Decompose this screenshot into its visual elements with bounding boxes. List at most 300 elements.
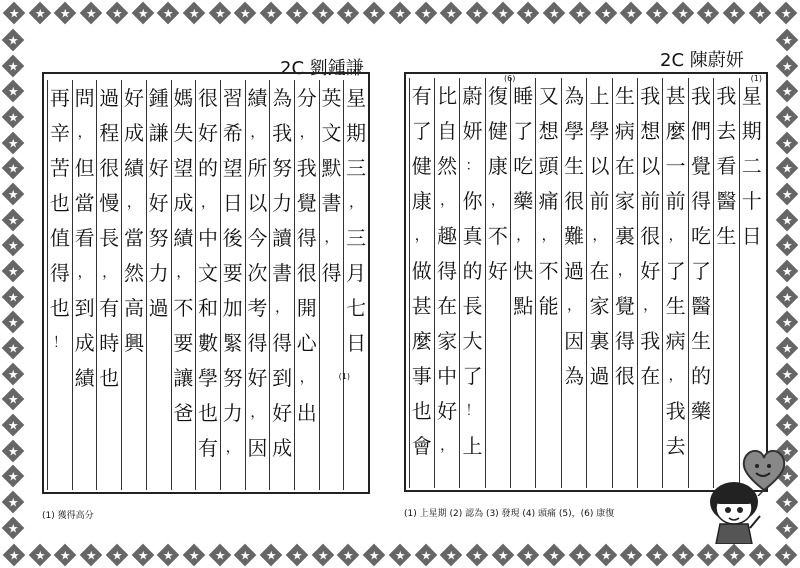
star-border-icon: ★ bbox=[671, 1, 695, 25]
essay-char: 中 bbox=[437, 363, 458, 388]
right-author-label: 2C 陳蔚妍 bbox=[660, 50, 744, 71]
star-border-icon: ★ bbox=[542, 543, 566, 567]
essay-char: 病 bbox=[614, 118, 635, 143]
essay-column bbox=[294, 80, 319, 490]
star-border-icon: ★ bbox=[775, 285, 799, 309]
essay-char: 因 bbox=[247, 435, 268, 460]
essay-char: 蔚 bbox=[462, 83, 483, 108]
essay-char: 生 bbox=[665, 293, 686, 318]
essay-char: 值 bbox=[49, 225, 70, 250]
star-border-icon: ★ bbox=[53, 543, 77, 567]
essay-char: 二 bbox=[741, 153, 762, 178]
essay-char: ， bbox=[299, 124, 314, 141]
essay-char: 在 bbox=[614, 153, 635, 178]
essay-char: 很 bbox=[99, 155, 120, 180]
essay-char: 裏 bbox=[589, 328, 610, 353]
right-essay-grid bbox=[408, 78, 764, 488]
essay-char: 好 bbox=[272, 400, 293, 425]
star-border-icon: ★ bbox=[1, 182, 25, 206]
essay-char: 績 bbox=[74, 365, 95, 390]
essay-char: ， bbox=[299, 369, 314, 386]
essay-char: 謙 bbox=[148, 120, 169, 145]
essay-char: 過 bbox=[99, 85, 120, 110]
essay-char: 吃 bbox=[513, 153, 534, 178]
essay-char: 也 bbox=[198, 400, 219, 425]
essay-char: 甚 bbox=[665, 83, 686, 108]
star-border-icon: ★ bbox=[2, 1, 26, 25]
essay-char: 想 bbox=[538, 118, 559, 143]
star-border-icon: ★ bbox=[775, 105, 799, 129]
essay-char: 日 bbox=[222, 190, 243, 215]
essay-char: 健 bbox=[487, 118, 508, 143]
essay-char: 做 bbox=[411, 258, 432, 283]
essay-char: 程 bbox=[99, 120, 120, 145]
essay-char: 康 bbox=[487, 153, 508, 178]
star-border-icon: ★ bbox=[362, 1, 386, 25]
essay-column bbox=[245, 80, 270, 490]
essay-char: 在 bbox=[437, 293, 458, 318]
star-border-left bbox=[0, 26, 26, 542]
essay-char: 麼 bbox=[411, 328, 432, 353]
star-border-icon: ★ bbox=[1, 79, 25, 103]
star-border-icon: ★ bbox=[362, 543, 386, 567]
star-border-icon: ★ bbox=[774, 543, 798, 567]
essay-char: ， bbox=[668, 227, 683, 244]
essay-char: 星 bbox=[346, 85, 367, 110]
star-border-icon: ★ bbox=[414, 1, 438, 25]
star-border-icon: ★ bbox=[79, 543, 103, 567]
essay-char: 到 bbox=[272, 365, 293, 390]
essay-char: 十 bbox=[741, 188, 762, 213]
essay-char: 為 bbox=[272, 85, 293, 110]
essay-char: 辛 bbox=[49, 120, 70, 145]
essay-char: 因 bbox=[564, 328, 585, 353]
essay-char: ， bbox=[440, 437, 455, 454]
essay-char: 得 bbox=[321, 260, 342, 285]
essay-char: 到 bbox=[74, 295, 95, 320]
essay-char: 得 bbox=[296, 225, 317, 250]
star-border-icon: ★ bbox=[775, 464, 799, 488]
essay-char: 一 bbox=[665, 153, 686, 178]
star-border-icon: ★ bbox=[1, 105, 25, 129]
star-border-icon: ★ bbox=[568, 543, 592, 567]
essay-char: ， bbox=[541, 227, 556, 244]
essay-char: 以 bbox=[640, 153, 661, 178]
essay-char: 的 bbox=[691, 363, 712, 388]
essay-char: 讓 bbox=[173, 365, 194, 390]
essay-column bbox=[319, 80, 344, 490]
essay-char: 加 bbox=[222, 295, 243, 320]
essay-char: 你 bbox=[462, 188, 483, 213]
right-essay-panel bbox=[404, 72, 768, 492]
essay-char: 績 bbox=[123, 155, 144, 180]
essay-char: 然 bbox=[437, 153, 458, 178]
essay-char: 以 bbox=[589, 153, 610, 178]
essay-char: 我 bbox=[296, 155, 317, 180]
essay-char: 苦 bbox=[49, 155, 70, 180]
essay-char: ， bbox=[414, 227, 429, 244]
star-border-icon: ★ bbox=[748, 1, 772, 25]
essay-char: 醫 bbox=[716, 188, 737, 213]
star-border-icon: ★ bbox=[1, 439, 25, 463]
essay-char: 前 bbox=[640, 188, 661, 213]
right-note-marker-1: (1) bbox=[750, 74, 762, 83]
left-essay-panel bbox=[42, 72, 370, 494]
star-border-icon: ★ bbox=[722, 543, 746, 567]
essay-char: 在 bbox=[640, 363, 661, 388]
essay-char: 有 bbox=[198, 435, 219, 460]
essay-char: 們 bbox=[691, 118, 712, 143]
essay-char: 望 bbox=[173, 155, 194, 180]
star-border-icon: ★ bbox=[775, 439, 799, 463]
essay-char: 好 bbox=[148, 155, 169, 180]
star-border-icon: ★ bbox=[131, 1, 155, 25]
essay-char: 看 bbox=[74, 225, 95, 250]
essay-char: 文 bbox=[198, 260, 219, 285]
star-border-icon: ★ bbox=[53, 1, 77, 25]
essay-char: 的 bbox=[462, 258, 483, 283]
star-border-icon: ★ bbox=[542, 1, 566, 25]
essay-column bbox=[535, 78, 560, 488]
star-border-icon: ★ bbox=[1, 259, 25, 283]
star-border-icon: ★ bbox=[645, 1, 669, 25]
star-border-icon: ★ bbox=[619, 1, 643, 25]
essay-char: 了 bbox=[691, 258, 712, 283]
star-border-icon: ★ bbox=[1, 310, 25, 334]
essay-column bbox=[485, 78, 510, 488]
essay-char: 上 bbox=[462, 433, 483, 458]
star-border-icon: ★ bbox=[388, 1, 412, 25]
essay-char: 好 bbox=[123, 85, 144, 110]
essay-char: 不 bbox=[487, 223, 508, 248]
essay-char: 以 bbox=[247, 190, 268, 215]
essay-char: 頭 bbox=[538, 153, 559, 178]
essay-char: 能 bbox=[538, 293, 559, 318]
essay-char: 又 bbox=[538, 83, 559, 108]
essay-char: 望 bbox=[222, 155, 243, 180]
essay-char: ， bbox=[176, 264, 191, 281]
essay-char: 文 bbox=[321, 120, 342, 145]
essay-char: 很 bbox=[198, 85, 219, 110]
star-border-icon: ★ bbox=[2, 543, 26, 567]
essay-char: 藥 bbox=[691, 398, 712, 423]
essay-char: 力 bbox=[272, 190, 293, 215]
left-footnote: (1) 獲得高分 bbox=[42, 511, 94, 521]
essay-char: 力 bbox=[222, 400, 243, 425]
star-border-icon: ★ bbox=[775, 490, 799, 514]
essay-char: 了 bbox=[513, 118, 534, 143]
essay-char: 月 bbox=[346, 260, 367, 285]
essay-char: 次 bbox=[247, 260, 268, 285]
star-border-icon: ★ bbox=[775, 516, 799, 540]
essay-char: 很 bbox=[296, 260, 317, 285]
essay-char: 問 bbox=[74, 85, 95, 110]
essay-char: 英 bbox=[321, 85, 342, 110]
essay-char: 心 bbox=[296, 330, 317, 355]
essay-char: ， bbox=[324, 229, 339, 246]
essay-char: 當 bbox=[123, 225, 144, 250]
essay-char: 習 bbox=[222, 85, 243, 110]
essay-char: 績 bbox=[173, 225, 194, 250]
essay-char: 家 bbox=[589, 293, 610, 318]
essay-char: 病 bbox=[665, 328, 686, 353]
essay-char: 中 bbox=[198, 225, 219, 250]
essay-char: 三 bbox=[346, 225, 367, 250]
essay-char: 前 bbox=[665, 188, 686, 213]
essay-char: 生 bbox=[716, 223, 737, 248]
essay-column bbox=[343, 80, 368, 490]
left-essay-grid bbox=[46, 80, 368, 490]
essay-char: 不 bbox=[538, 258, 559, 283]
essay-char: 很 bbox=[640, 223, 661, 248]
essay-char: 麼 bbox=[665, 118, 686, 143]
star-border-icon: ★ bbox=[1, 490, 25, 514]
essay-char: ！ bbox=[52, 334, 67, 351]
left-author-label: 2C 劉鍾謙 bbox=[280, 58, 364, 79]
essay-char: ， bbox=[77, 264, 92, 281]
essay-column bbox=[637, 78, 662, 488]
essay-char: 書 bbox=[321, 190, 342, 215]
essay-column bbox=[662, 78, 687, 488]
essay-char: 成 bbox=[74, 330, 95, 355]
essay-char: 家 bbox=[614, 188, 635, 213]
star-border-icon: ★ bbox=[775, 259, 799, 283]
essay-char: ， bbox=[126, 194, 141, 211]
essay-char: 康 bbox=[411, 188, 432, 213]
essay-char: 上 bbox=[589, 83, 610, 108]
essay-column bbox=[688, 78, 713, 488]
star-border-icon: ★ bbox=[1, 54, 25, 78]
essay-char: 睡 bbox=[513, 83, 534, 108]
essay-char: 生 bbox=[691, 328, 712, 353]
essay-char: 得 bbox=[49, 260, 70, 285]
star-border-icon: ★ bbox=[208, 1, 232, 25]
essay-char: 當 bbox=[74, 190, 95, 215]
star-border-icon: ★ bbox=[439, 543, 463, 567]
star-border-icon: ★ bbox=[465, 543, 489, 567]
essay-char: 家 bbox=[437, 328, 458, 353]
star-border-icon: ★ bbox=[1, 516, 25, 540]
essay-char: 生 bbox=[614, 83, 635, 108]
essay-char: 考 bbox=[247, 295, 268, 320]
essay-char: ， bbox=[516, 227, 531, 244]
essay-column bbox=[586, 78, 611, 488]
essay-char: 好 bbox=[640, 258, 661, 283]
essay-char: 去 bbox=[716, 118, 737, 143]
star-border-icon: ★ bbox=[568, 1, 592, 25]
essay-char: 鍾 bbox=[148, 85, 169, 110]
essay-char: 星 bbox=[741, 83, 762, 108]
essay-char: 趣 bbox=[437, 223, 458, 248]
star-border-icon: ★ bbox=[775, 362, 799, 386]
star-border-icon: ★ bbox=[1, 208, 25, 232]
essay-char: 會 bbox=[411, 433, 432, 458]
essay-char: 和 bbox=[198, 295, 219, 320]
essay-char: 我 bbox=[665, 398, 686, 423]
star-border-icon: ★ bbox=[105, 543, 129, 567]
star-border-icon: ★ bbox=[619, 543, 643, 567]
essay-char: 然 bbox=[123, 260, 144, 285]
star-border-icon: ★ bbox=[748, 543, 772, 567]
essay-char: ， bbox=[643, 297, 658, 314]
essay-char: 很 bbox=[564, 188, 585, 213]
star-border-bottom bbox=[0, 542, 800, 568]
essay-char: 前 bbox=[589, 188, 610, 213]
essay-char: ， bbox=[275, 299, 290, 316]
essay-char: 甚 bbox=[411, 293, 432, 318]
essay-char: 數 bbox=[198, 330, 219, 355]
star-border-icon: ★ bbox=[775, 28, 799, 52]
star-border-icon: ★ bbox=[1, 156, 25, 180]
essay-char: 三 bbox=[346, 155, 367, 180]
left-note-marker: (1) bbox=[338, 372, 350, 381]
star-border-icon: ★ bbox=[336, 543, 360, 567]
essay-char: 得 bbox=[272, 330, 293, 355]
essay-char: 妍 bbox=[462, 118, 483, 143]
essay-column bbox=[434, 78, 459, 488]
essay-char: 力 bbox=[148, 260, 169, 285]
star-border-icon: ★ bbox=[696, 1, 720, 25]
essay-char: 覺 bbox=[296, 190, 317, 215]
essay-char: 得 bbox=[437, 258, 458, 283]
essay-char: 藥 bbox=[513, 188, 534, 213]
essay-char: 期 bbox=[346, 120, 367, 145]
star-border-icon: ★ bbox=[1, 285, 25, 309]
essay-char: 學 bbox=[564, 118, 585, 143]
essay-char: 在 bbox=[589, 258, 610, 283]
girl-illustration-icon bbox=[700, 478, 770, 544]
essay-char: 去 bbox=[665, 433, 686, 458]
essay-column bbox=[47, 80, 72, 490]
essay-column bbox=[510, 78, 535, 488]
essay-char: 今 bbox=[247, 225, 268, 250]
essay-char: 點 bbox=[513, 293, 534, 318]
essay-char: 努 bbox=[272, 155, 293, 180]
essay-column bbox=[713, 78, 738, 488]
right-note-marker-6: (6) bbox=[504, 74, 516, 83]
essay-char: 大 bbox=[462, 328, 483, 353]
essay-char: 我 bbox=[640, 83, 661, 108]
star-border-icon: ★ bbox=[465, 1, 489, 25]
essay-char: 也 bbox=[99, 365, 120, 390]
essay-column bbox=[72, 80, 97, 490]
star-border-icon: ★ bbox=[105, 1, 129, 25]
essay-char: 醫 bbox=[691, 293, 712, 318]
star-border-icon: ★ bbox=[775, 387, 799, 411]
star-border-icon: ★ bbox=[1, 131, 25, 155]
essay-char: 期 bbox=[741, 118, 762, 143]
essay-char: 也 bbox=[411, 398, 432, 423]
essay-char: 健 bbox=[411, 153, 432, 178]
essay-column bbox=[459, 78, 484, 488]
essay-char: ， bbox=[250, 124, 265, 141]
star-border-icon: ★ bbox=[311, 543, 335, 567]
star-border-icon: ★ bbox=[131, 543, 155, 567]
essay-char: 讀 bbox=[272, 225, 293, 250]
essay-char: 爸 bbox=[173, 400, 194, 425]
essay-char: 想 bbox=[640, 118, 661, 143]
essay-char: 媽 bbox=[173, 85, 194, 110]
essay-column bbox=[409, 78, 434, 488]
star-border-icon: ★ bbox=[28, 543, 52, 567]
essay-char: 也 bbox=[49, 190, 70, 215]
essay-char: 比 bbox=[437, 83, 458, 108]
essay-char: 好 bbox=[487, 258, 508, 283]
star-border-icon: ★ bbox=[696, 543, 720, 567]
essay-char: 好 bbox=[437, 398, 458, 423]
essay-char: 書 bbox=[272, 260, 293, 285]
essay-column bbox=[220, 80, 245, 490]
essay-char: 好 bbox=[247, 365, 268, 390]
essay-char: 興 bbox=[123, 330, 144, 355]
essay-char: 過 bbox=[148, 295, 169, 320]
essay-char: 過 bbox=[589, 363, 610, 388]
essay-char: ， bbox=[490, 192, 505, 209]
essay-char: 我 bbox=[272, 120, 293, 145]
essay-char: 我 bbox=[691, 83, 712, 108]
essay-char: 難 bbox=[564, 223, 585, 248]
essay-char: 自 bbox=[437, 118, 458, 143]
star-border-icon: ★ bbox=[774, 1, 798, 25]
star-border-icon: ★ bbox=[1, 28, 25, 52]
essay-char: 生 bbox=[564, 153, 585, 178]
essay-char: 失 bbox=[173, 120, 194, 145]
star-border-icon: ★ bbox=[311, 1, 335, 25]
essay-char: 好 bbox=[148, 190, 169, 215]
essay-char: 也 bbox=[49, 295, 70, 320]
essay-char: 再 bbox=[49, 85, 70, 110]
essay-char: ， bbox=[77, 124, 92, 141]
essay-char: 得 bbox=[614, 328, 635, 353]
essay-column bbox=[561, 78, 586, 488]
star-border-icon: ★ bbox=[775, 131, 799, 155]
essay-char: 後 bbox=[222, 225, 243, 250]
essay-char: ， bbox=[668, 367, 683, 384]
essay-char: 開 bbox=[296, 295, 317, 320]
essay-char: ， bbox=[201, 194, 216, 211]
star-border-icon: ★ bbox=[671, 543, 695, 567]
star-border-icon: ★ bbox=[259, 1, 283, 25]
essay-char: 的 bbox=[198, 155, 219, 180]
essay-char: 日 bbox=[346, 330, 367, 355]
star-border-icon: ★ bbox=[1, 413, 25, 437]
star-border-icon: ★ bbox=[233, 543, 257, 567]
star-border-icon: ★ bbox=[182, 1, 206, 25]
essay-char: 努 bbox=[222, 365, 243, 390]
essay-char: 了 bbox=[665, 258, 686, 283]
star-border-icon: ★ bbox=[233, 1, 257, 25]
essay-column bbox=[612, 78, 637, 488]
essay-column bbox=[171, 80, 196, 490]
star-border-icon: ★ bbox=[156, 1, 180, 25]
essay-char: 成 bbox=[272, 435, 293, 460]
star-border-icon: ★ bbox=[208, 543, 232, 567]
essay-char: 了 bbox=[462, 363, 483, 388]
essay-char: 出 bbox=[296, 400, 317, 425]
essay-column bbox=[121, 80, 146, 490]
star-border-icon: ★ bbox=[439, 1, 463, 25]
essay-char: 有 bbox=[411, 83, 432, 108]
essay-char: 我 bbox=[640, 328, 661, 353]
star-border-icon: ★ bbox=[775, 79, 799, 103]
essay-char: 為 bbox=[564, 363, 585, 388]
essay-column bbox=[96, 80, 121, 490]
essay-char: 不 bbox=[173, 295, 194, 320]
star-border-icon: ★ bbox=[775, 208, 799, 232]
essay-char: 時 bbox=[99, 330, 120, 355]
essay-char: 真 bbox=[462, 223, 483, 248]
right-footnote: (1) 上星期 (2) 認為 (3) 發現 (4) 頭痛 (5)，(6) 康復 bbox=[404, 509, 615, 519]
